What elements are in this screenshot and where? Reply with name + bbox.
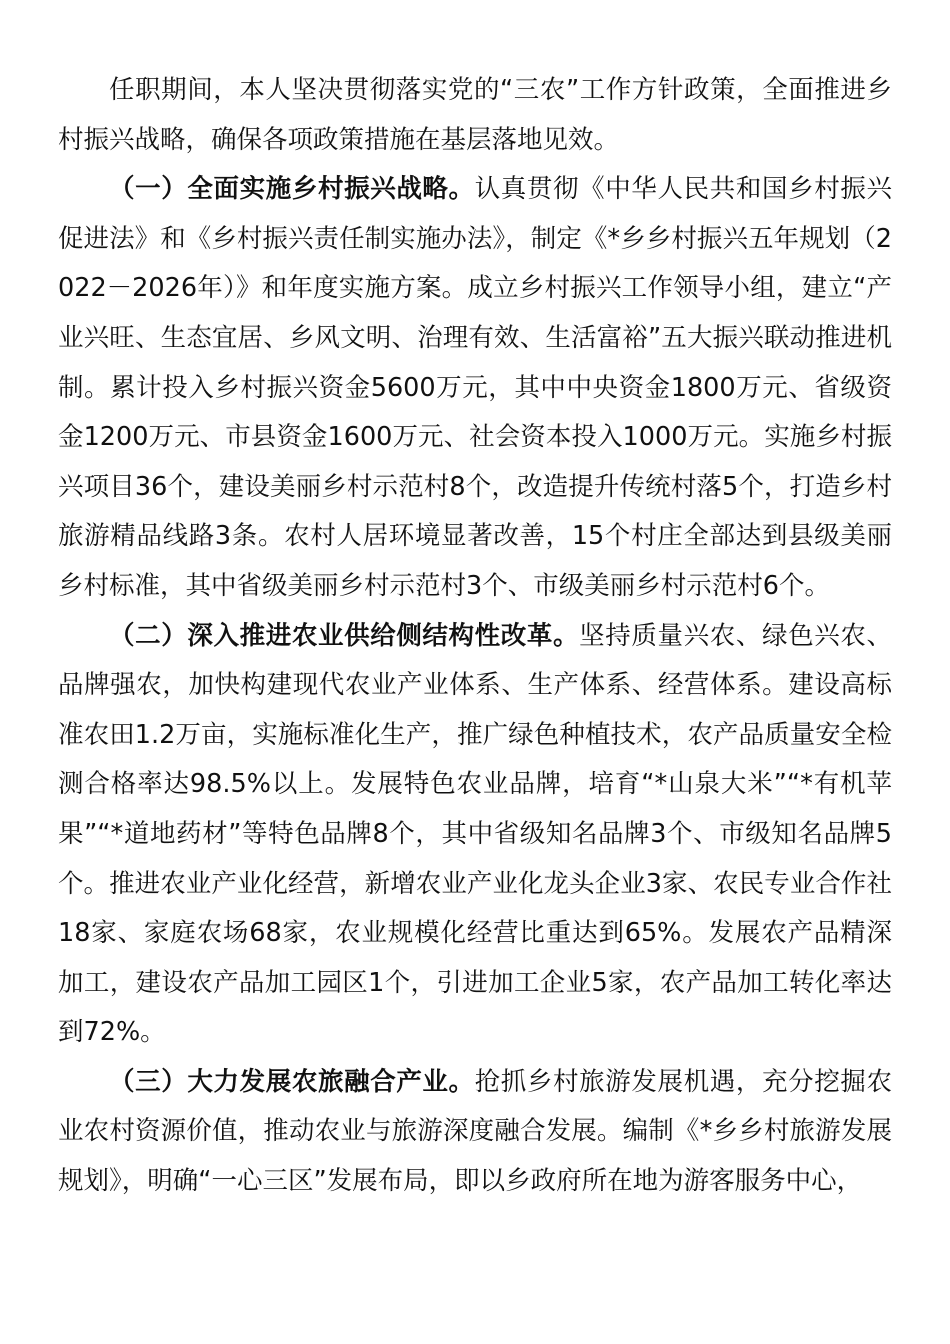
section-3-body: 抢抓乡村旅游发展机遇，充分挖掘农业农村资源价值，推动农业与旅游深度融合发展。编制《*乡乡村旅游发展规划》，明确“一心三区”发展布局，即以乡政府所在地为游客服务中心，	[58, 1066, 892, 1197]
paragraph-section-2	[58, 612, 892, 1058]
section-1-heading: （一）全面实施乡村振兴战略。	[109, 174, 475, 205]
paragraph-section-3	[58, 1058, 892, 1207]
section-3-heading: （三）大力发展农旅融合产业。	[109, 1066, 475, 1097]
section-2-body: 坚持质量兴农、绿色兴农、品牌强农，加快构建现代农业产业体系、生产体系、经营体系。建设高标准农田1.2万亩，实施标准化生产，推广绿色种植技术，农产品质量安全检测合格率达98.5%以上。发展特色农业品牌，培育“*山泉大米”“*有机苹果”“*道地药材”等特色品牌8个，其中省级知名品牌3个、市级知名品牌5个。推进农业产业化经营，新增农业产业化龙头企业3家、农民专业合作社18家、家庭农场68家，农业规模化经营比重达到65%。发展农产品精深加工，建设农产品加工园区1个，引进加工企业5家，农产品加工转化率达到72%。	[58, 620, 892, 1048]
paragraph-intro	[58, 66, 892, 165]
paragraph-section-1	[58, 165, 892, 611]
paragraph-intro-body: 任职期间，本人坚决贯彻落实党的“三农”工作方针政策，全面推进乡村振兴战略，确保各项政策措施在基层落地见效。	[58, 75, 892, 155]
section-2-heading: （二）深入推进农业供给侧结构性改革。	[109, 620, 580, 651]
section-1-body: 认真贯彻《中华人民共和国乡村振兴促进法》和《乡村振兴责任制实施办法》，制定《*乡乡村振兴五年规划（2022－2026年）》和年度实施方案。成立乡村振兴工作领导小组，建立“产业兴旺、生态宜居、乡风文明、治理有效、生活富裕”五大振兴联动推进机制。累计投入乡村振兴资金5600万元，其中中央资金1800万元、省级资金1200万元、市县资金1600万元、社会资本投入1000万元。实施乡村振兴项目36个，建设美丽乡村示范村8个，改造提升传统村落5个，打造乡村旅游精品线路3条。农村人居环境显著改善，15个村庄全部达到县级美丽乡村标准，其中省级美丽乡村示范村3个、市级美丽乡村示范村6个。	[58, 174, 892, 601]
document-page	[58, 66, 892, 1207]
